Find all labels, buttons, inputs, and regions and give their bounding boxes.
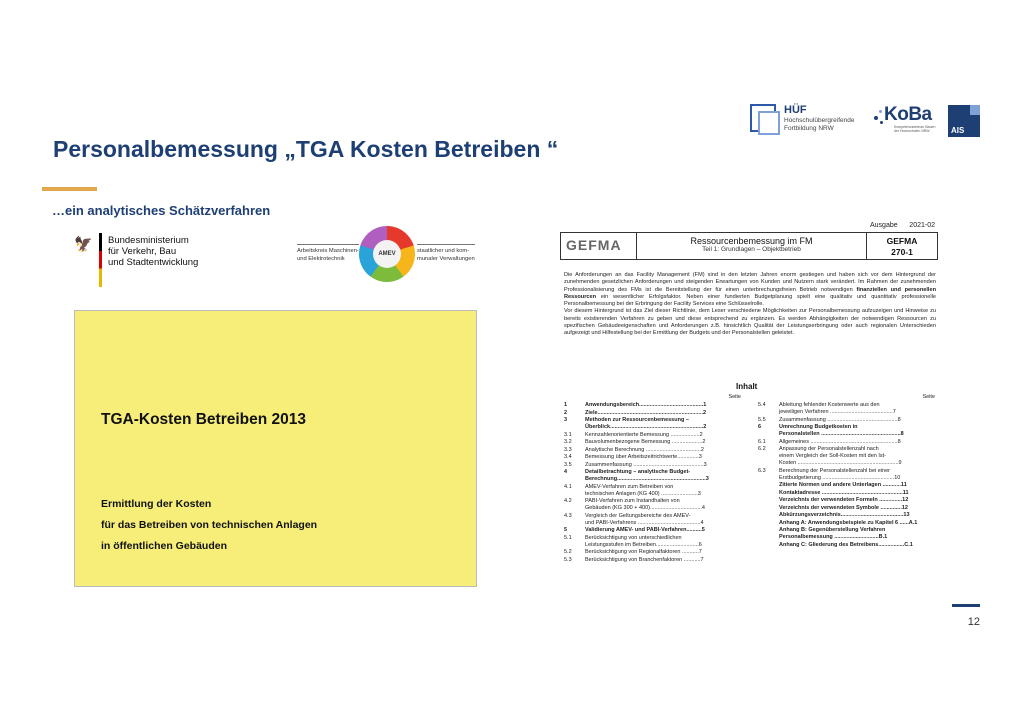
koba-logo-line2: der Hochschulen NRW	[894, 129, 930, 133]
huf-logo-name: HÜF	[784, 104, 807, 116]
toc-entry-number: 3.5	[564, 461, 572, 468]
toc-entry-text: Validierung AMEV- und PABI-Verfahren..........5	[585, 527, 705, 533]
cover-line-1: Ermittlung der Kosten	[101, 498, 212, 510]
toc-entry	[564, 462, 741, 469]
gefma-intro	[564, 272, 936, 338]
ministry-line3: und Stadtentwicklung	[108, 257, 199, 268]
ais-logo-name: AIS	[951, 126, 965, 135]
toc-entry	[758, 505, 935, 512]
toc-entry	[564, 527, 741, 534]
toc-title: Inhalt	[736, 382, 758, 391]
toc-entry-number: 4.2	[564, 498, 572, 504]
toc-entry	[564, 484, 741, 498]
toc-entry-text: Anpassung der Personalstellenzahl nach einem Vergleich der Soll-Kosten mit den Ist- Kosten ..................................................................9	[779, 446, 902, 466]
toc-entry-text: Abkürzungsverzeichnis.........................................13	[779, 512, 910, 518]
toc-entry-number: 6.1	[758, 438, 766, 445]
tga-cover	[74, 310, 477, 587]
amev-left-line1: Arbeitskreis Maschinen-	[297, 248, 359, 254]
toc-entry-text: Verzeichnis der verwendeten Symbole ..............12	[779, 504, 908, 511]
toc-entry	[758, 542, 935, 549]
cover-line-3: in öffentlichen Gebäuden	[101, 540, 228, 552]
toc-entry-number	[758, 482, 779, 489]
toc-entry	[564, 439, 741, 446]
toc-entry-text: Ziele.....................................................................2	[585, 409, 707, 416]
toc-entry-text: Berücksichtigung von Branchenfaktoren ...........7	[585, 556, 704, 563]
amev-logo	[297, 224, 477, 286]
huf-logo-line2: Fortbildung NRW	[784, 125, 834, 132]
toc-entry-text: Zusammenfassung ..............................................3	[585, 461, 707, 468]
toc-entry	[564, 557, 741, 564]
toc-entry-text: Ableitung fehlender Kostenwerte aus den jeweiligen Verfahren .........................................7	[779, 402, 896, 415]
intro-p1-a: Die Anforderungen an das Facility Management (FM) sind in den letzten Jahren enorm gestiegen und haben sich vor dem Hintergrund der zunehmenden gesetzlichen Anforderungen und steigenden Erwartungen von Kunden und Nutzern stark verändert. Im Rahmen der zunehmenden Professionalisierung des FMs ist die Bereitstellung der für einen unterbrechungsfreien Betrieb notwendigen	[564, 272, 936, 293]
toc-entry-text: Allgemeines .........................................................8	[779, 438, 901, 445]
toc-entry-text: Bemessung über Arbeitszeitrichtwerte..............3	[585, 454, 702, 460]
toc-entry-text: Verzeichnis der verwendeten Formeln ...............12	[779, 497, 909, 503]
intro-p2: Vor diesem Hintergrund ist das Ziel dieser Richtlinie, dem Leser verschiedene Möglichkeiten zur Personalbemessung aufzuzeigen und Hinweise zu bereits existierenden Verfahren zu geben und diese entsprechend zu ergänzen. Es werden Abhängigkeiten der notwendigen Ressourcen zu spezifischen Gebäudeeigenschaften und Anforderungen z.B. hinsichtlich Qualität der Leistungserbringung oder auch regionalen Unterschieden aufgezeigt und Hilfestellung bei der Ermittlung der Budgets und der Personalstellen geleistet.	[564, 308, 936, 337]
gefma-header-subtitle: Teil 1: Grundlagen – Objektbetrieb	[702, 246, 801, 253]
ais-logo	[948, 105, 980, 137]
title-accent-bar	[42, 187, 97, 191]
toc-entry-number: 3.3	[564, 446, 572, 453]
toc-entry	[564, 402, 741, 409]
toc-entry-number: 3.2	[564, 439, 572, 445]
toc-entry-number: 6.2	[758, 446, 766, 452]
toc-entry-number: 2	[564, 409, 568, 416]
toc-entry-number: 3.4	[564, 454, 572, 460]
toc-entry-text: Berücksichtigung von unterschiedlichen Leistungsstufen im Betreiben............................6	[585, 534, 702, 548]
toc-entry	[758, 527, 935, 541]
toc-entry	[758, 439, 935, 446]
toc-entry-text: Zusammenfassung ..............................................8	[779, 416, 901, 423]
toc-entry-text: Kennzahlenorientierte Bemessung ...................2	[585, 431, 703, 438]
toc-entry	[564, 454, 741, 461]
toc-entry	[564, 549, 741, 556]
gefma-logo-text: GEFMA	[566, 237, 622, 253]
toc-entry-number	[758, 527, 779, 541]
toc-entry-text: Analytische Berechnung ....................................2	[585, 446, 704, 453]
koba-logo	[872, 104, 942, 140]
gefma-edition: Ausgabe 2021-02	[870, 222, 935, 229]
toc-entry-number	[758, 512, 779, 519]
toc-entry	[758, 417, 935, 424]
gefma-logo	[561, 233, 637, 259]
toc-entry	[758, 512, 935, 519]
toc-entry	[564, 535, 741, 549]
toc-entry-number: 5.5	[758, 416, 766, 423]
federal-eagle-icon: 🦅	[74, 236, 93, 253]
toc-entry-text: Anhang B: Gegenüberstellung Verfahren Personalbemessung .............................B.1	[779, 527, 888, 540]
toc-entry-text: Berücksichtigung von Regionalfaktoren ...........7	[585, 549, 702, 555]
toc-entry	[758, 482, 935, 489]
toc-entry	[758, 497, 935, 504]
toc-entry-text: Anhang C: Gliederung des Betreibens.................C.1	[779, 541, 913, 548]
toc-entry-number: 6	[758, 424, 762, 430]
toc-entry-number: 4.1	[564, 483, 572, 490]
gefma-code-2: 270-1	[891, 247, 913, 257]
german-flag-stripe	[99, 233, 102, 287]
toc-entry	[564, 447, 741, 454]
toc-entry-number: 6.3	[758, 467, 766, 474]
huf-logo-line1: Hochschulübergreifende	[784, 117, 855, 124]
toc-entry-number: 3.1	[564, 431, 572, 438]
gefma-header-title: Ressourcenbemessung im FM	[690, 236, 813, 246]
amev-ring-icon	[359, 226, 415, 282]
koba-logo-line1: Kompetenzzentrum Bauen	[894, 125, 936, 129]
toc-entry-text: Methoden zur Ressourcenbemessung – Überblick.............................................................2	[585, 417, 707, 430]
amev-left-line2: und Elektrotechnik	[297, 256, 345, 262]
slide-subtitle: …ein analytisches Schätzverfahren	[52, 203, 271, 218]
toc-entry-number: 1	[564, 402, 568, 408]
ministry-line2: für Verkehr, Bau	[108, 246, 177, 257]
toc-entry-number: 5	[564, 527, 568, 533]
toc-entry	[564, 417, 741, 431]
intro-p1-bold: finanziellen und personellen Ressourcen	[564, 286, 936, 300]
toc-entry-text: AMEV-Verfahren zum Betreiben von technischen Anlagen (KG 400) ........................3	[585, 483, 701, 497]
toc-entry	[758, 468, 935, 482]
toc-entry-text: Detailbetrachtung – analytische Budget- Berechnung..........................................................3	[585, 469, 709, 482]
toc-entry	[564, 410, 741, 417]
amev-center-label: AMEV	[373, 240, 401, 268]
toc-left-column	[564, 394, 741, 564]
toc-entry	[758, 446, 935, 467]
toc-entry-number: 5.1	[564, 534, 572, 541]
toc-entry-text: Anhang A: Anwendungsbeispiele zu Kapitel 6 ......A.1	[779, 519, 918, 526]
toc-entry-number: 4	[564, 469, 568, 475]
toc-entry-number: 5.4	[758, 402, 766, 408]
toc-entry-text: Kontaktadresse .....................................................11	[779, 489, 909, 496]
toc-entry	[758, 520, 935, 527]
toc-entry-text: Berechnung der Personalstellenzahl bei einer Erstbudgetierung ...............................................10	[779, 467, 901, 481]
toc-entry-text: Umrechnung Budgetkosten in Personalstellen ....................................................8	[779, 424, 904, 437]
cover-line-2: für das Betreiben von technischen Anlagen	[101, 519, 318, 531]
amev-right-line1: staatlicher und kom-	[417, 248, 470, 254]
koba-logo-name: KoBa	[884, 104, 932, 125]
toc-entry	[564, 469, 741, 483]
toc-entry-number	[758, 497, 779, 504]
toc-entry-number: 3	[564, 417, 568, 423]
ministry-logo	[72, 233, 212, 287]
toc-entry-number	[758, 505, 779, 512]
toc-entry-number: 5.3	[564, 556, 572, 563]
toc-entry	[758, 490, 935, 497]
toc-entry-number: 4.3	[564, 512, 572, 519]
toc-entry	[564, 498, 741, 512]
toc-entry	[758, 424, 935, 438]
intro-p1-b: ein wesentlicher Erfolgsfaktor. Neben einer fundierten Budgetplanung spielt eine qualitativ und quantitativ professionelle Personalbemessung bei der Erbringung der Facility Services eine Schlüsselrolle.	[564, 293, 936, 308]
slide-title: Personalbemessung „TGA Kosten Betreiben “	[53, 136, 559, 162]
toc-entry-number	[758, 490, 779, 497]
toc-seite-right: Seite	[922, 394, 935, 400]
amev-right-line2: munaler Verwaltungen	[417, 256, 475, 262]
toc-entry	[758, 402, 935, 416]
toc-entry-number	[758, 542, 779, 549]
toc-entry-text: Anwendungsbereich..........................................1	[585, 402, 707, 408]
toc-entry-text: PABI-Verfahren zum Instandhalten von Gebäuden (KG 300 + 400)..................................4	[585, 498, 705, 511]
toc-seite-left: Seite	[728, 394, 741, 400]
gefma-header	[560, 232, 938, 260]
toc-entry-text: Zitierte Normen und andere Unterlagen ............11	[779, 482, 907, 488]
toc-entry	[564, 432, 741, 439]
toc-entry-number: 5.2	[564, 549, 572, 555]
ministry-line1: Bundesministerium	[108, 235, 189, 246]
page-number: 12	[967, 616, 980, 628]
toc-right-column	[758, 394, 935, 549]
toc-entry	[564, 513, 741, 527]
toc-entry-number	[758, 520, 779, 527]
cover-title: TGA-Kosten Betreiben 2013	[101, 411, 306, 428]
gefma-document	[560, 222, 940, 592]
page-number-bar	[952, 604, 980, 607]
gefma-code-1: GEFMA	[886, 236, 918, 246]
huf-logo	[750, 102, 860, 142]
toc-entry-text: Bauvolumenbezogene Bemessung ....................2	[585, 439, 706, 445]
toc-entry-text: Vergleich der Geltungsbereiche des AMEV- und PABI-Verfahrens .........................................4	[585, 512, 704, 526]
